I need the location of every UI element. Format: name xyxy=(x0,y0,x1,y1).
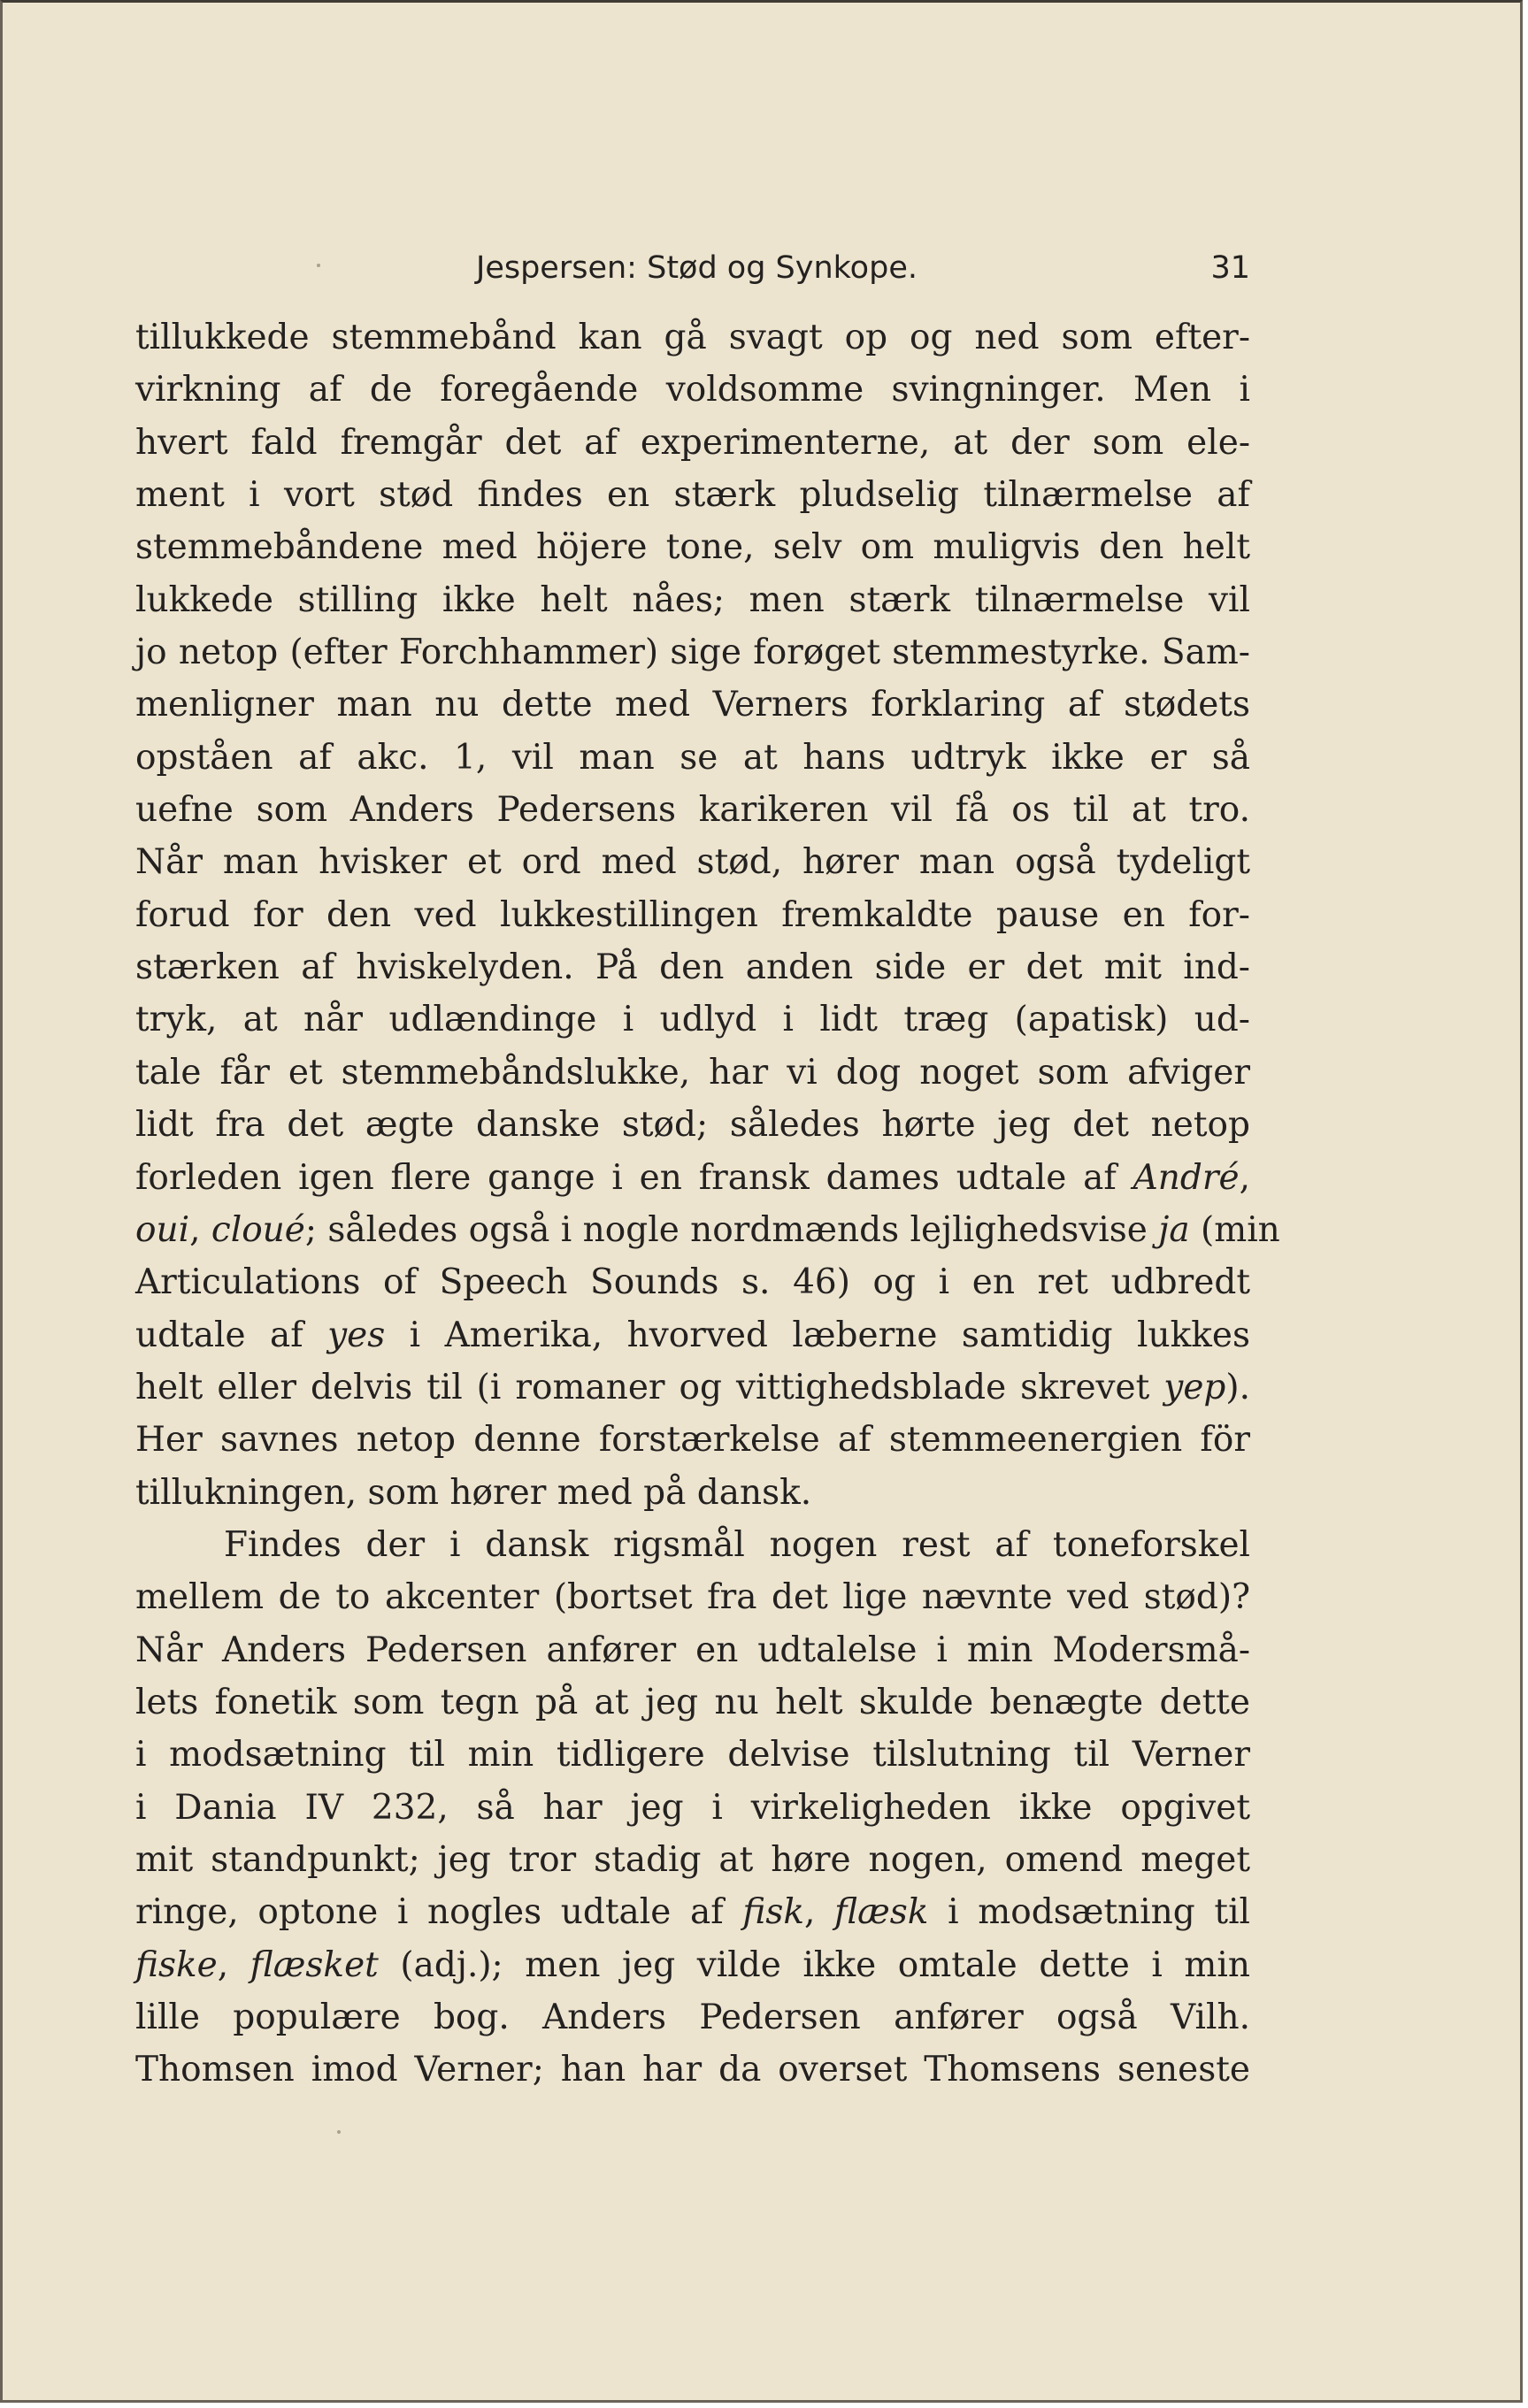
text-segment: , xyxy=(804,1892,835,1933)
text-segment: (adj.); men jeg vilde ikke omtale dette i min xyxy=(378,1944,1251,1985)
text-line xyxy=(135,1834,1250,1886)
italic-word: fisk xyxy=(742,1892,805,1933)
text-segment: udtale af xyxy=(135,1315,328,1355)
italic-word: André xyxy=(1133,1157,1240,1198)
italic-word: oui xyxy=(135,1209,190,1250)
text-segment: ringe, optone i nogles udtale af xyxy=(135,1892,743,1933)
text-segment: tryk, at når udlændinge i udlyd i lidt træg (apatisk) ud- xyxy=(135,1000,1250,1040)
text-segment: i modsætning til xyxy=(928,1892,1251,1933)
text-segment: tillukningen, som hører med på dansk. xyxy=(135,1472,812,1513)
text-line xyxy=(135,1886,1250,1938)
text-segment: Articulations of Speech Sounds s. 46) og i en ret udbredt xyxy=(135,1262,1250,1303)
text-line xyxy=(135,836,1250,888)
text-segment: , xyxy=(217,1944,250,1985)
running-head xyxy=(135,242,1250,295)
text-line xyxy=(135,784,1250,836)
text-segment: opståen af akc. 1, vil man se at hans udtryk ikke er så xyxy=(135,737,1250,778)
text-line xyxy=(135,1256,1250,1308)
text-segment: helt eller delvis til (i romaner og vittighedsblade skrevet xyxy=(135,1367,1164,1407)
text-line xyxy=(135,1782,1250,1834)
text-line xyxy=(135,469,1250,521)
text-segment: menligner man nu dette med Verners forklaring af stødets xyxy=(135,685,1250,725)
text-segment: ). xyxy=(1225,1367,1250,1407)
text-line xyxy=(135,1204,1280,1256)
text-segment: virkning af de foregående voldsomme svingninger. Men i xyxy=(135,370,1250,410)
italic-word: flæsk xyxy=(834,1892,929,1933)
text-segment: Når Anders Pedersen anfører en udtalelse i min Modersmå- xyxy=(135,1630,1250,1670)
text-segment: ; således også i nogle nordmænds lejlighedsvise xyxy=(304,1209,1159,1250)
text-segment: stærken af hviskelyden. På den anden side er det mit ind- xyxy=(135,947,1250,988)
text-segment: uefne som Anders Pedersens karikeren vil få os til at tro. xyxy=(135,790,1250,831)
text-line xyxy=(135,1676,1250,1729)
text-segment: Findes der i dansk rigsmål nogen rest af toneforskel xyxy=(224,1524,1250,1565)
text-line xyxy=(135,1047,1250,1099)
page-number: 31 xyxy=(1210,250,1250,286)
text-line xyxy=(135,1519,1250,1571)
text-line xyxy=(135,941,1250,993)
text-line xyxy=(135,311,1250,364)
text-segment: i Amerika, hvorved læberne samtidig lukkes xyxy=(385,1315,1251,1355)
text-line xyxy=(135,626,1250,679)
text-segment: hvert fald fremgår det af experimenterne, at der som ele- xyxy=(135,422,1250,463)
text-segment: Her savnes netop denne forstærkelse af stemmeenergien för xyxy=(135,1420,1250,1461)
text-line xyxy=(135,1361,1250,1414)
text-line xyxy=(135,1729,1250,1781)
text-line xyxy=(135,679,1250,731)
text-line xyxy=(135,732,1250,784)
text-segment: , xyxy=(189,1209,211,1250)
text-line xyxy=(135,1939,1250,1991)
text-segment: stemmebåndene med höjere tone, selv om muligvis den helt xyxy=(135,527,1250,568)
text-line xyxy=(135,521,1250,573)
text-line xyxy=(135,1571,1250,1623)
text-line xyxy=(135,1991,1250,2044)
text-line xyxy=(135,993,1250,1046)
italic-word: flæsket xyxy=(250,1944,379,1985)
text-segment: ment i vort stød findes en stærk pludselig tilnærmelse af xyxy=(135,475,1250,516)
text-line xyxy=(135,1624,1250,1676)
italic-word: fiske xyxy=(135,1944,218,1985)
text-line xyxy=(135,1467,1250,1519)
text-segment: forud for den ved lukkestillingen fremkaldte pause en for- xyxy=(135,894,1250,935)
italic-word: ja xyxy=(1158,1209,1190,1250)
text-segment: mit standpunkt; jeg tror stadig at høre nogen, omend meget xyxy=(135,1839,1250,1880)
text-line xyxy=(135,1309,1250,1361)
text-segment: i modsætning til min tidligere delvise tilslutning til Verner xyxy=(135,1735,1250,1775)
text-segment: mellem de to akcenter (bortset fra det lige nævnte ved stød)? xyxy=(135,1577,1250,1618)
text-line xyxy=(135,417,1250,469)
paper-speck xyxy=(337,2130,341,2134)
italic-word: cloué xyxy=(211,1209,305,1250)
running-head-title: Jespersen: Stød og Synkope. xyxy=(476,250,918,286)
paper-speck xyxy=(317,264,320,267)
text-line xyxy=(135,889,1250,941)
text-line xyxy=(135,1099,1250,1151)
text-segment: lidt fra det ægte danske stød; således hørte jeg det netop xyxy=(135,1105,1250,1146)
text-line xyxy=(135,1414,1250,1466)
text-segment: jo netop (efter Forchhammer) sige forøget stemmestyrke. Sam- xyxy=(135,633,1250,673)
text-line xyxy=(135,364,1250,416)
text-segment: Thomsen imod Verner; han har da overset Thomsens seneste xyxy=(135,2050,1250,2090)
text-segment: lets fonetik som tegn på at jeg nu helt skulde benægte dette xyxy=(135,1682,1250,1722)
text-segment: , xyxy=(1239,1157,1250,1198)
text-line xyxy=(135,1152,1250,1204)
text-segment: tale får et stemmebåndslukke, har vi dog noget som afviger xyxy=(135,1052,1250,1093)
text-segment: Når man hvisker et ord med stød, hører man også tydeligt xyxy=(135,842,1250,883)
text-segment: (min xyxy=(1189,1209,1280,1250)
text-segment: lille populære bog. Anders Pedersen anfører også Vilh. xyxy=(135,1998,1250,2037)
body-text xyxy=(135,311,1280,2097)
italic-word: yes xyxy=(327,1315,386,1355)
text-segment: tillukkede stemmebånd kan gå svagt op og ned som efter- xyxy=(135,318,1250,357)
italic-word: yep xyxy=(1163,1367,1226,1407)
text-line xyxy=(135,574,1250,626)
text-line xyxy=(135,2044,1250,2096)
text-segment: forleden igen flere gange i en fransk dames udtale af xyxy=(135,1157,1133,1198)
text-segment: i Dania IV 232, så har jeg i virkeligheden ikke opgivet xyxy=(135,1787,1250,1828)
text-segment: lukkede stilling ikke helt nåes; men stærk tilnærmelse vil xyxy=(135,579,1250,620)
